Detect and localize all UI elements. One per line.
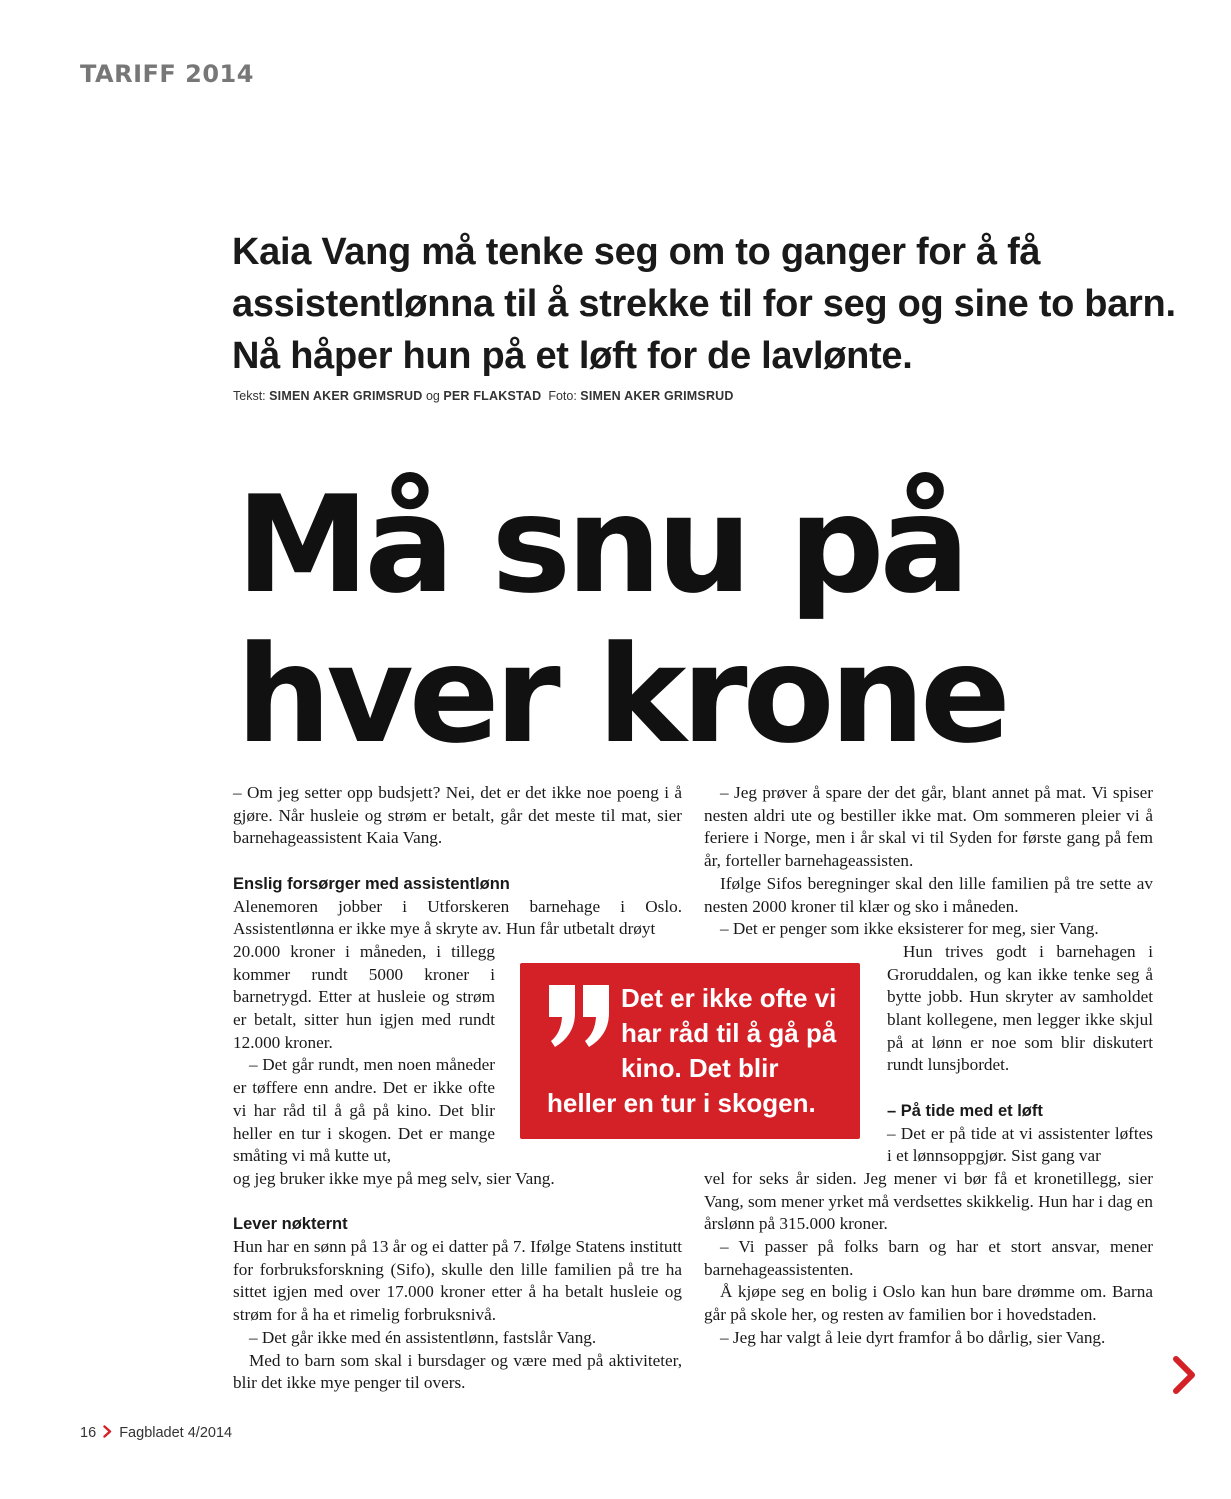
page-footer	[80, 1425, 232, 1441]
subheading: Enslig forsørger med assistentlønn	[233, 874, 510, 893]
subheading: Lever nøkternt	[233, 1215, 348, 1234]
body-paragraph: Hun trives godt i barnehagen i Groruddalen, og kan ikke tenke seg å bytte jobb. Hun skryter av samholdet blant kollegene, men legger ikke skjul på at lønn er noe som blir diskutert rundt lunsjbordet.	[887, 941, 1153, 1075]
body-paragraph: Ifølge Sifos beregninger skal den lille familien på tre sette av nesten 2000 kroner til klær og sko i måneden.	[704, 873, 1153, 916]
byline-photo-label: Foto:	[548, 389, 577, 403]
page-number: 16	[80, 1425, 97, 1441]
body-paragraph: – Om jeg setter opp budsjett? Nei, det er det ikke noe poeng i å gjøre. Når husleie og strøm er betalt, går det meste til mat, sier barnehageassistent Kaia Vang.	[233, 783, 682, 848]
body-paragraph: Alenemoren jobber i Utforskeren barnehage i Oslo. Assistentlønna er ikke mye å skryte av. Hun får utbetalt drøyt	[233, 896, 682, 939]
publication-name: Fagbladet 4/2014	[119, 1425, 233, 1441]
byline	[233, 389, 734, 403]
byline-text-label: Tekst:	[233, 389, 266, 403]
pull-quote	[520, 963, 860, 1139]
byline-photographer: SIMEN AKER GRIMSRUD	[580, 389, 734, 403]
body-paragraph: Å kjøpe seg en bolig i Oslo kan hun bare drømme om. Barna går på skole her, og resten av familien bor i hovedstaden.	[704, 1282, 1153, 1325]
quote-mark-icon	[545, 983, 615, 1053]
headline-line: hver krone	[236, 617, 1006, 773]
wrapped-text	[233, 941, 495, 1168]
subheading: – På tide med et løft	[887, 1101, 1043, 1120]
body-paragraph: 20.000 kroner i måneden, i tillegg kommer rundt 5000 kroner i barnetrygd. Etter at husleie og strøm er betalt, sitter hun igjen med rundt 12.000 kroner.	[233, 941, 495, 1052]
body-paragraph: – Det går rundt, men noen måneder er tøffere enn andre. Det er ikke ofte vi har råd til å gå på kino. Det blir heller en tur i skogen. Det er mange småting vi må kutte ut,	[233, 1055, 495, 1166]
byline-author: PER FLAKSTAD	[443, 389, 542, 403]
chevron-right-icon	[103, 1425, 112, 1438]
body-paragraph: – Det er penger som ikke eksisterer for meg, sier Vang.	[720, 919, 1099, 939]
ingress-line: Nå håper hun på et løft for de lavlønte.	[232, 335, 913, 377]
chevron-right-icon[interactable]	[1172, 1355, 1198, 1395]
body-paragraph: – Vi passer på folks barn og har et stort ansvar, mener barnehageassistenten.	[704, 1237, 1153, 1279]
section-label: TARIFF 2014	[80, 60, 254, 88]
body-paragraph: Hun har en sønn på 13 år og ei datter på 7. Ifølge Statens institutt for forbruksforskning (Sifo), skulle den lille familien på tre ha sittet igjen med over 17.000 kroner etter å ha betalt husleie og strøm for å ha et rimelig forbruksnivå.	[233, 1237, 682, 1325]
ingress	[232, 226, 1192, 382]
body-paragraph: – Det er på tide at vi assistenter løftes i et lønnsoppgjør. Sist gang var	[887, 1123, 1153, 1166]
headline	[236, 467, 1216, 773]
body-paragraph: – Jeg prøver å spare der det går, blant annet på mat. Vi spiser nesten aldri ute og bestiller ikke mat. Om sommeren pleier vi å feriere i Norge, men i år skal vi til Syden for første gang på fem år, forteller barnehageassisten.	[704, 783, 1153, 871]
ingress-line: Kaia Vang må tenke seg om to ganger for å få	[232, 231, 1041, 273]
wrapped-text	[887, 941, 1153, 1168]
body-paragraph: Med to barn som skal i bursdager og være med på aktiviteter, blir det ikke mye penger til overs.	[233, 1350, 682, 1393]
headline-line: Må snu på	[236, 467, 965, 623]
pull-quote-text: Det er ikke ofte vi har råd til å gå på kino. Det blir heller en tur i skogen.	[547, 983, 837, 1118]
body-paragraph: vel for seks år siden. Jeg mener vi bør få et kronetillegg, sier Vang, som mener yrket må verdsettes skikkelig. Hun har i dag en årslønn på 315.000 kroner.	[704, 1168, 1153, 1234]
ingress-line: assistentlønna til å strekke til for seg og sine to barn.	[232, 283, 1176, 325]
byline-conjunction: og	[425, 389, 440, 403]
byline-author: SIMEN AKER GRIMSRUD	[269, 389, 423, 403]
body-paragraph: og jeg bruker ikke mye på meg selv, sier Vang.	[233, 1168, 555, 1188]
body-paragraph: – Jeg har valgt å leie dyrt framfor å bo dårlig, sier Vang.	[720, 1327, 1106, 1347]
body-paragraph: – Det går ikke med én assistentlønn, fastslår Vang.	[249, 1327, 597, 1347]
